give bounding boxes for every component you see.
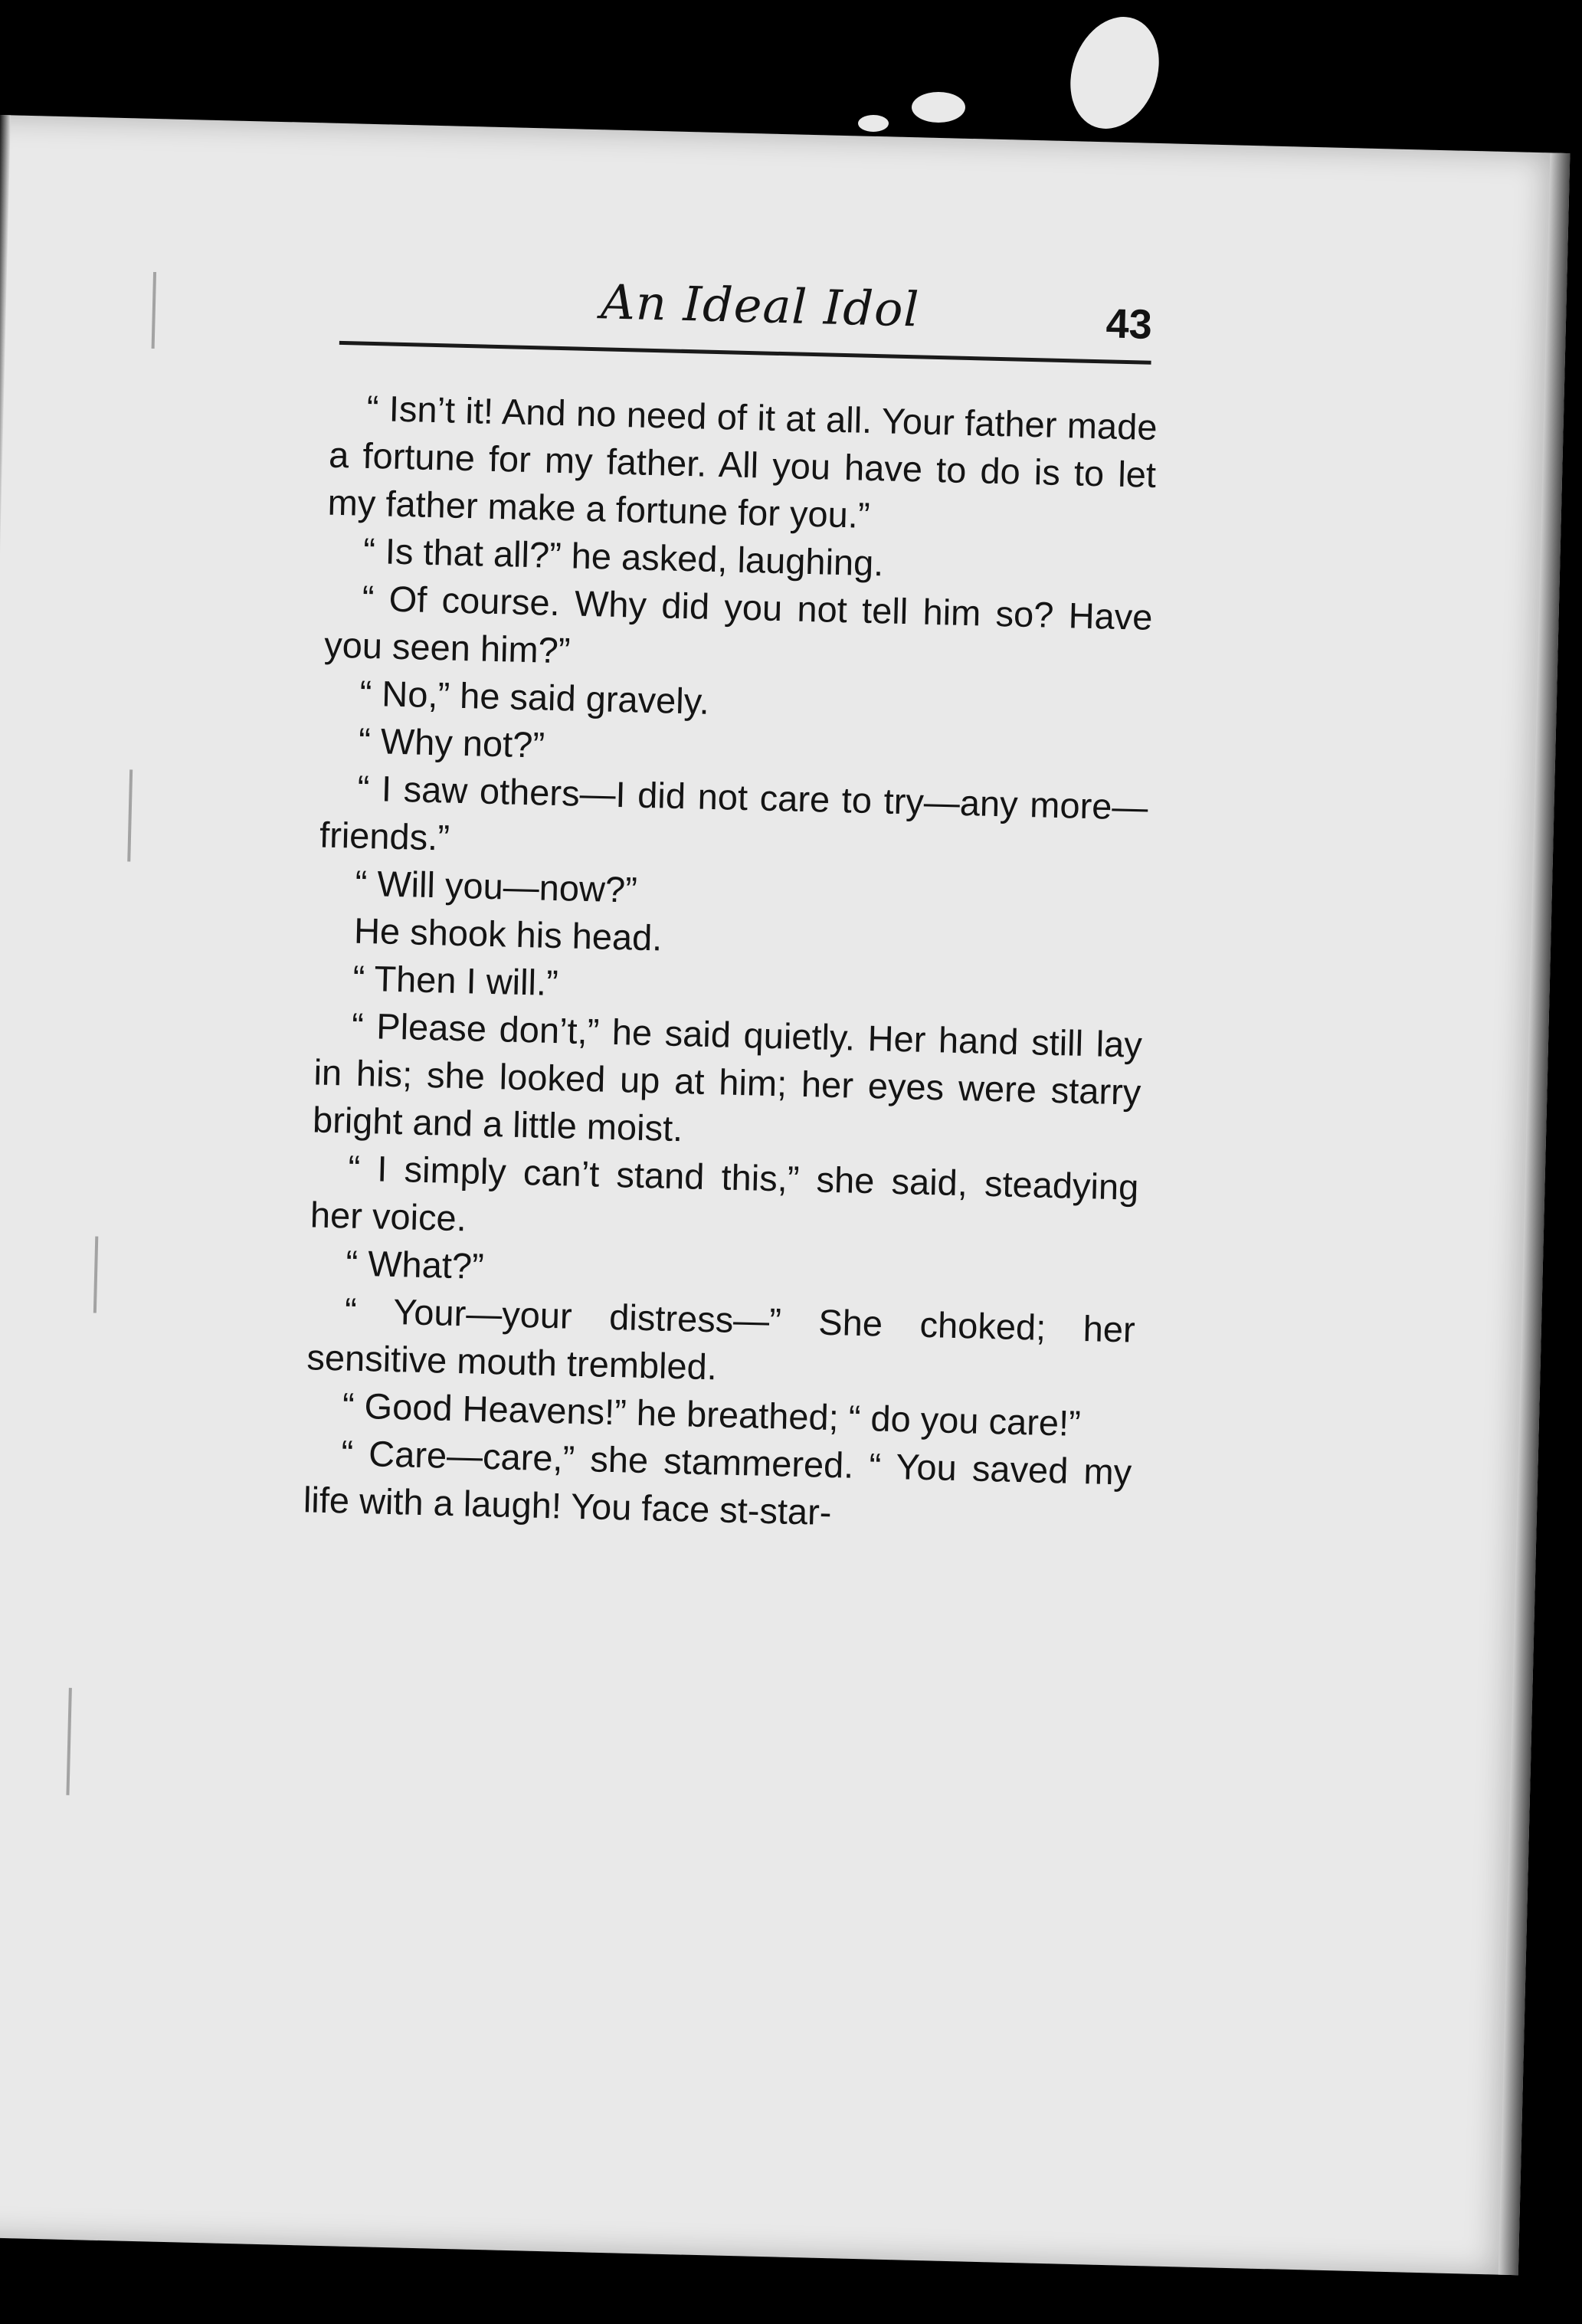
paragraph: “ Isn’t it! And no need of it at all. Your father made a fortune for my father. All you have to do is to let my father make a fortune for you.” [327, 387, 1158, 536]
gutter-mark [152, 272, 156, 349]
gutter-mark [66, 1688, 71, 1795]
gutter-mark [127, 769, 133, 861]
paragraph: “ Care—care,” she stammered. “ You saved my life with a laugh! You face st-star- [303, 1432, 1132, 1533]
paragraph: “ Good Heavens!” he breathed; “ do you care!” [342, 1385, 1082, 1444]
page-right-edge [1498, 152, 1571, 2275]
body-text [303, 384, 1158, 1544]
paragraph: “ Then I will.” [352, 957, 559, 1004]
paragraph: “ Why not?” [358, 719, 545, 765]
book-page [0, 115, 1570, 2275]
paragraph: “ Your—your distress—” She choked; her sensitive mouth trembled. [306, 1290, 1136, 1388]
gutter-mark [93, 1236, 98, 1313]
page-number: 43 [1105, 300, 1153, 348]
paragraph: “ Please don’t,” he said quietly. Her hand still lay in his; she looked up at him; her eyes were starry bright and a little moist. [312, 1005, 1143, 1149]
paragraph: “ Of course. Why did you not tell him so? Have you seen him?” [323, 577, 1154, 671]
running-title: An Ideal Idol [600, 274, 921, 338]
header-rule [339, 341, 1151, 365]
paragraph: “ Is that all?” he asked, laughing. [362, 529, 884, 584]
running-header [339, 267, 1153, 372]
paragraph: He shook his head. [353, 910, 663, 959]
paragraph: “ I saw others—I did not care to try—any more—friends.” [319, 767, 1149, 858]
paragraph: “ Will you—now?” [355, 862, 638, 910]
page-left-edge [0, 115, 11, 2237]
paper-tear-speck [858, 115, 889, 132]
paper-tear-speck [1056, 5, 1174, 142]
paragraph: “ No,” he said gravely. [359, 672, 710, 722]
paragraph: “ I simply can’t stand this,” she said, steadying her voice. [310, 1147, 1139, 1239]
paragraph: “ What?” [345, 1242, 485, 1287]
paper-tear-speck [912, 92, 965, 123]
